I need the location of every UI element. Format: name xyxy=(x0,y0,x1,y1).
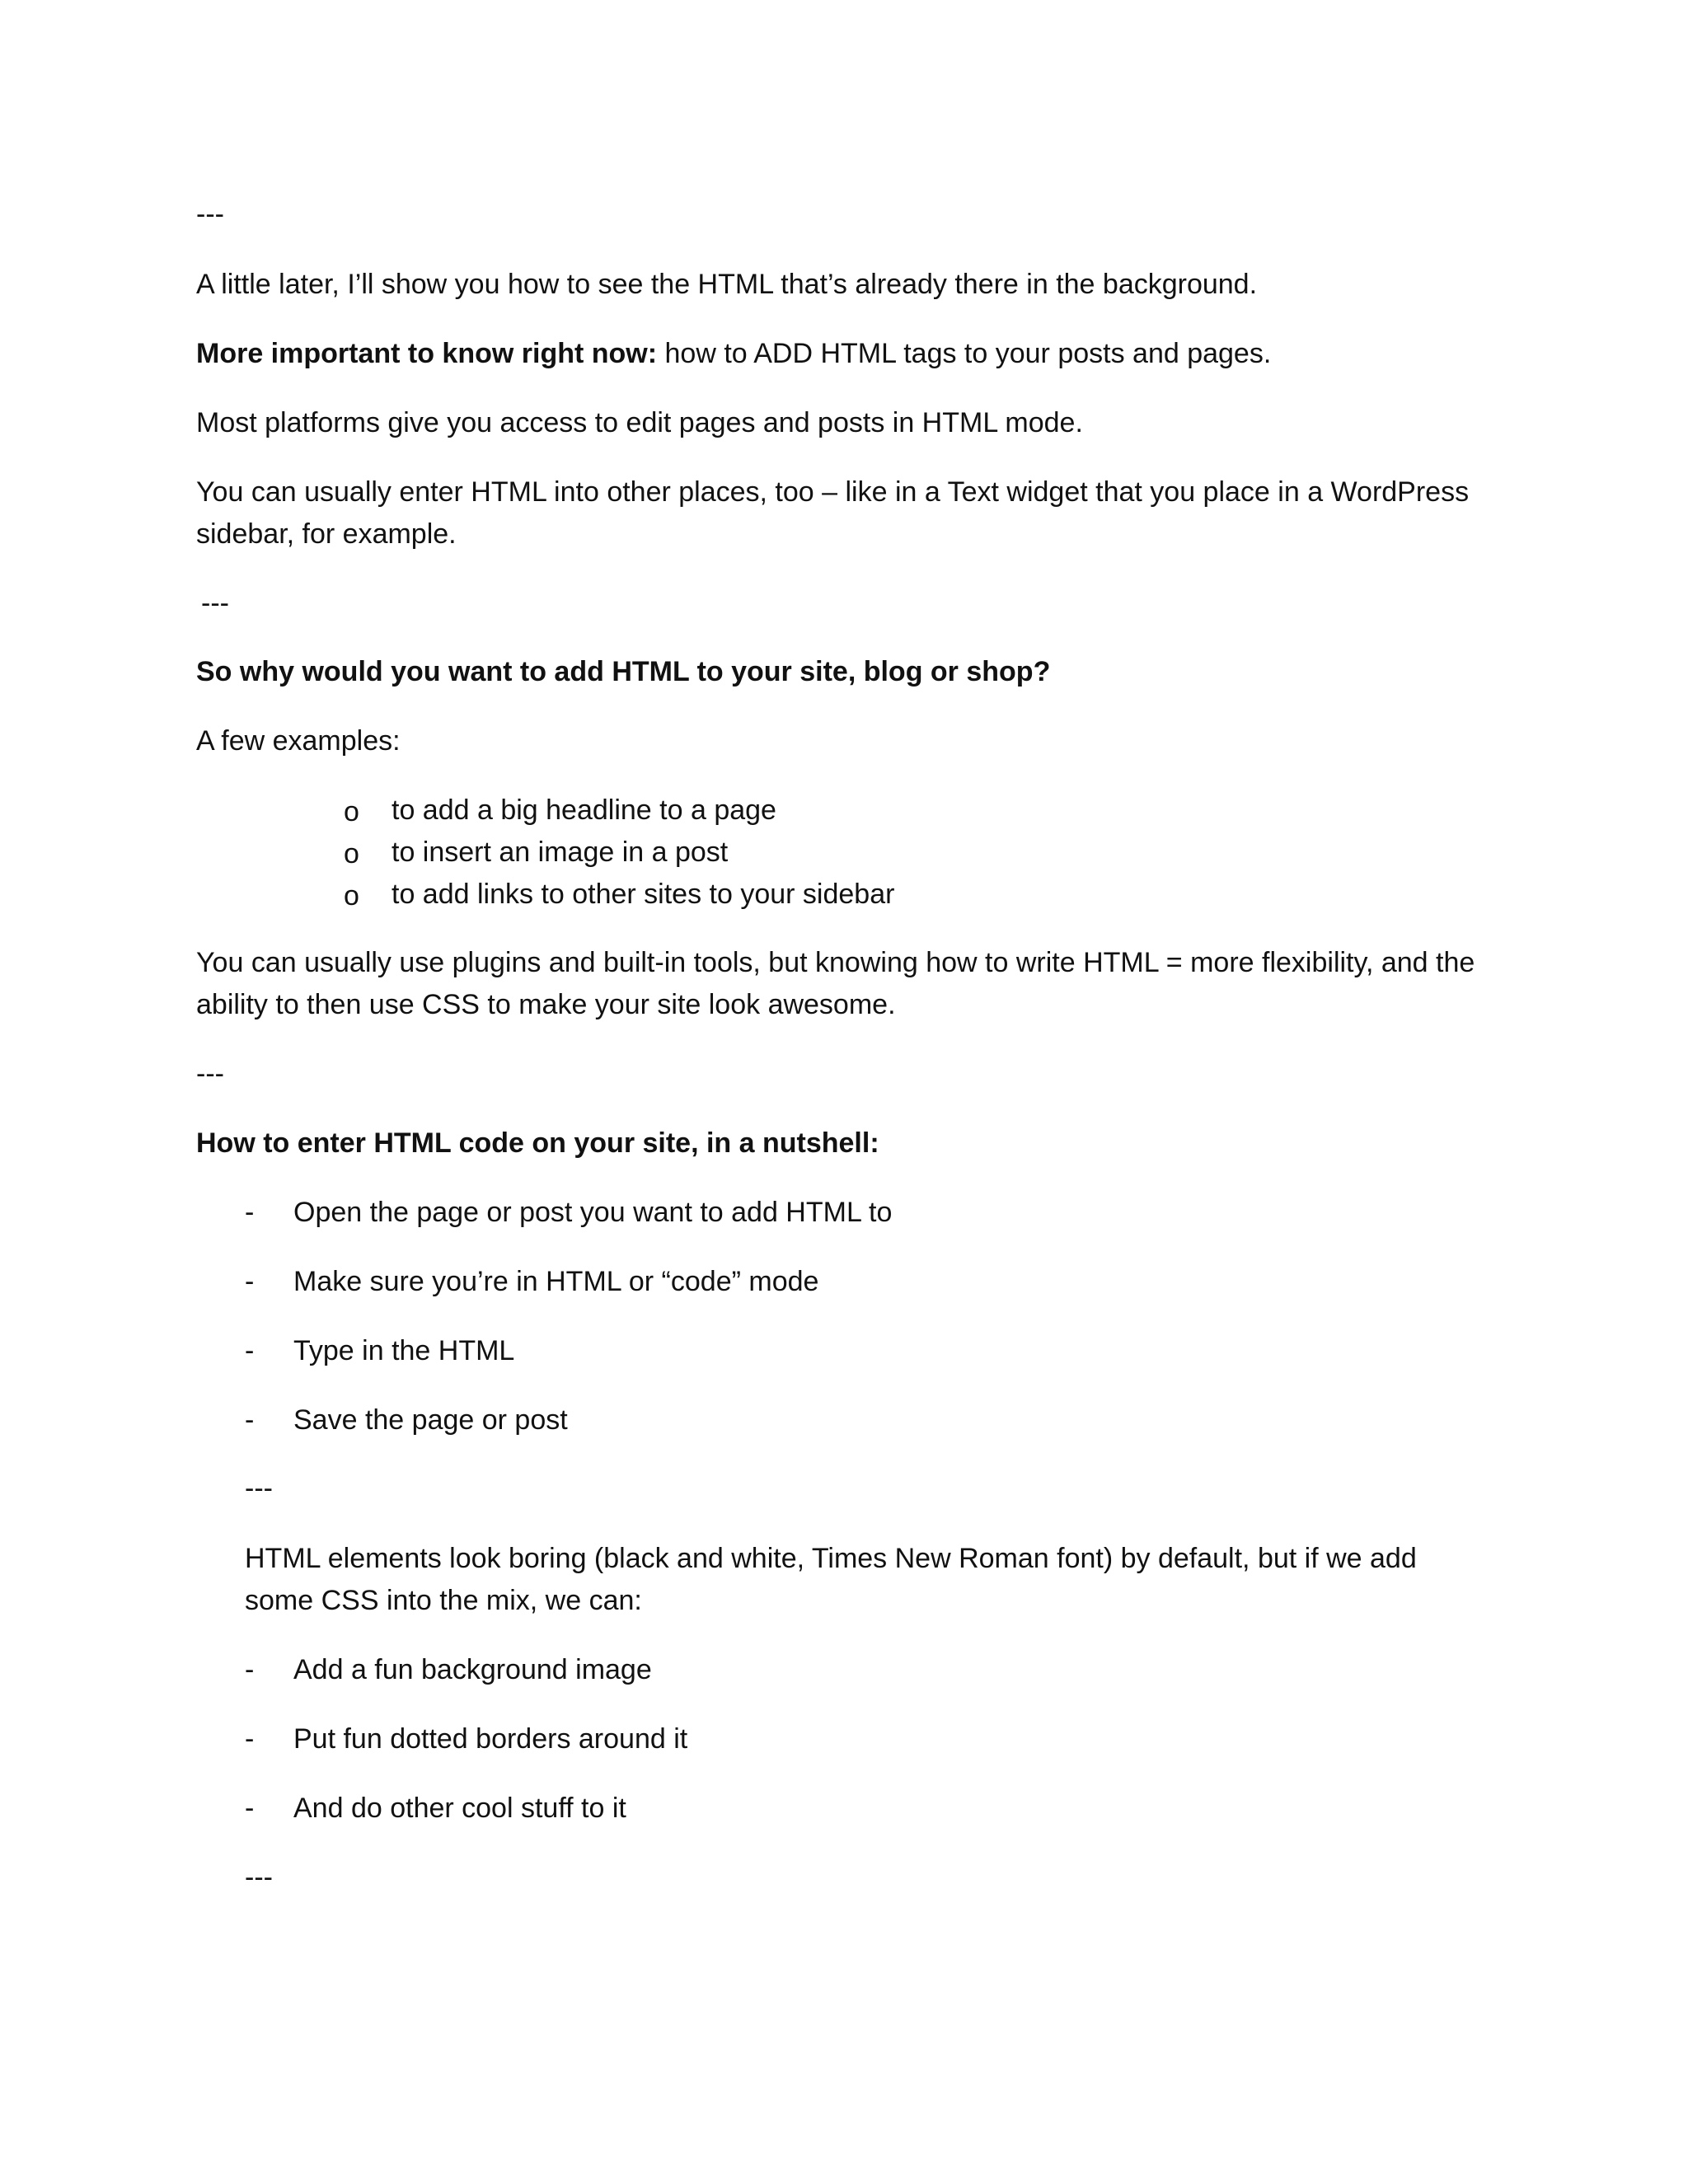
separator: --- xyxy=(245,1862,273,1893)
paragraph-other-places-line1: You can usually enter HTML into other places, too – like in a Text widget that you place in a WordPress xyxy=(196,476,1470,508)
dash-bullet-icon: - xyxy=(245,1654,255,1685)
separator: --- xyxy=(201,588,229,619)
list-item-text: to add a big headline to a page xyxy=(392,794,776,826)
paragraph-css-line2: some CSS into the mix, we can: xyxy=(245,1585,642,1616)
paragraph-other-places-line2: sidebar, for example. xyxy=(196,518,457,550)
paragraph-html-background: A little later, I’ll show you how to see the HTML that’s already there in the background. xyxy=(196,269,1258,300)
heading-why-add-html: So why would you want to add HTML to your site, blog or shop? xyxy=(196,656,1051,687)
list-item-text: Make sure you’re in HTML or “code” mode xyxy=(293,1266,819,1297)
circle-bullet-icon: o xyxy=(344,796,359,827)
list-item-text: to insert an image in a post xyxy=(392,837,729,868)
paragraph-css-line1: HTML elements look boring (black and white, Times New Roman font) by default, but if we add xyxy=(245,1543,1417,1574)
dash-bullet-icon: - xyxy=(245,1404,255,1436)
paragraph-plugins-line2: ability to then use CSS to make your site look awesome. xyxy=(196,989,896,1020)
paragraph-add-html xyxy=(196,333,1271,375)
list-item-text: Type in the HTML xyxy=(293,1335,515,1366)
dash-bullet-icon: - xyxy=(245,1723,255,1755)
list-item-text: Put fun dotted borders around it xyxy=(293,1723,688,1755)
list-item-text: And do other cool stuff to it xyxy=(293,1793,626,1824)
list-item-text: Add a fun background image xyxy=(293,1654,652,1685)
heading-how-to-enter-html: How to enter HTML code on your site, in a nutshell: xyxy=(196,1127,879,1159)
circle-bullet-icon: o xyxy=(344,838,359,869)
circle-bullet-icon: o xyxy=(344,880,359,912)
paragraph-plugins-line1: You can usually use plugins and built-in tools, but knowing how to write HTML = more flexibility, and the xyxy=(196,947,1475,978)
separator: --- xyxy=(245,1473,273,1504)
list-item-text: to add links to other sites to your sidebar xyxy=(392,879,895,910)
dash-bullet-icon: - xyxy=(245,1335,255,1366)
separator: --- xyxy=(196,1058,224,1090)
dash-bullet-icon: - xyxy=(245,1197,255,1228)
dash-bullet-icon: - xyxy=(245,1266,255,1297)
paragraph-platforms: Most platforms give you access to edit pages and posts in HTML mode. xyxy=(196,407,1083,438)
bold-lead-in: More important to know right now: xyxy=(196,338,658,369)
examples-intro: A few examples: xyxy=(196,725,401,757)
list-item-text: Save the page or post xyxy=(293,1404,568,1436)
separator: --- xyxy=(196,199,224,230)
dash-bullet-icon: - xyxy=(245,1793,255,1824)
paragraph-add-html-rest: how to ADD HTML tags to your posts and pages. xyxy=(657,338,1272,369)
list-item-text: Open the page or post you want to add HTML to xyxy=(293,1197,893,1228)
